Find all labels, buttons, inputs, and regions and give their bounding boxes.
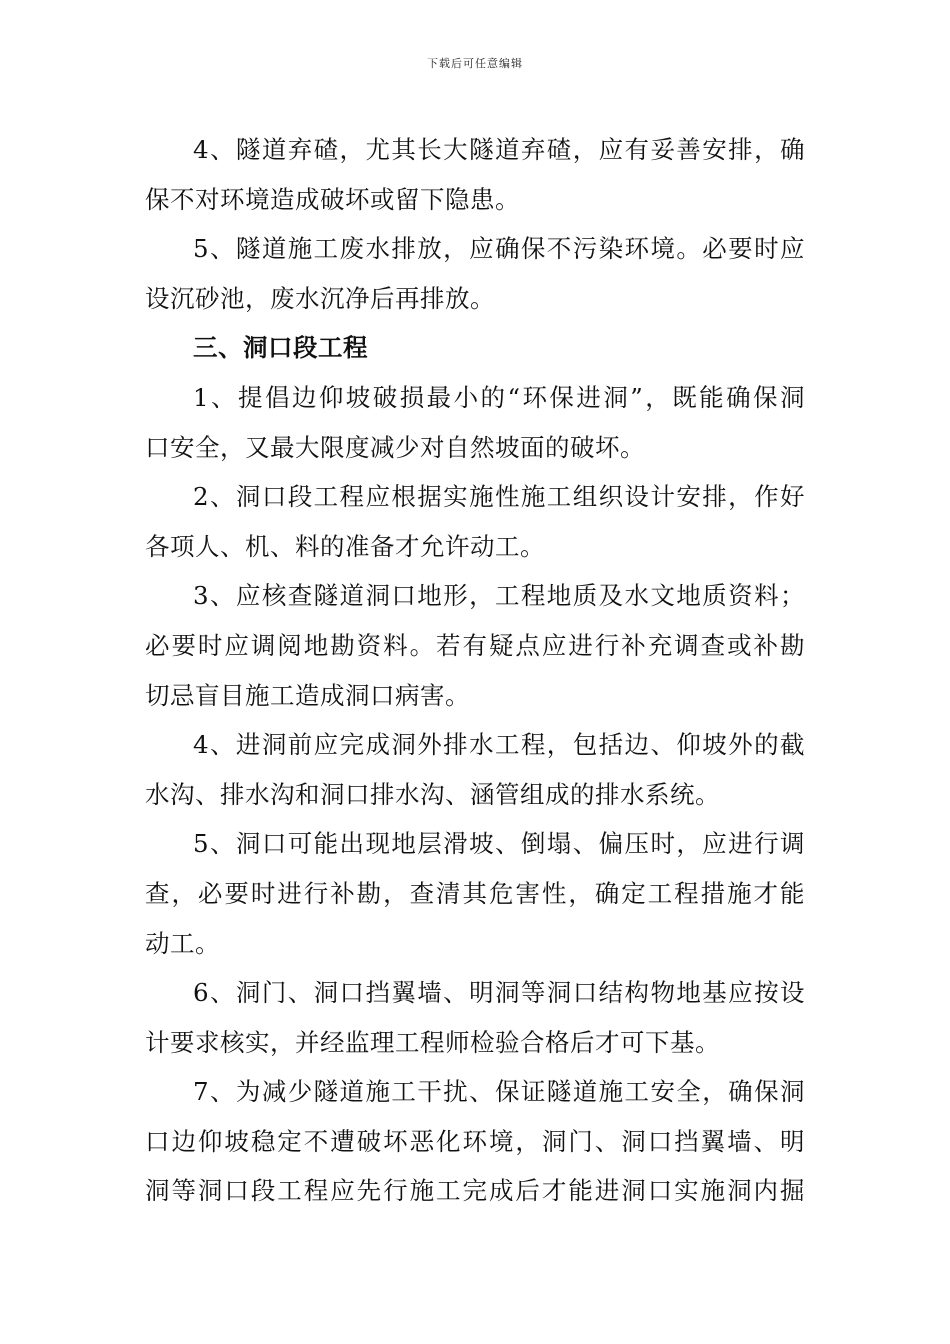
paragraph-line: 口边仰坡稳定不遭破坏恶化环境，洞门、洞口挡翼墙、明	[145, 1126, 805, 1156]
body-text	[145, 125, 805, 1216]
paragraph-line: 7、为减少隧道施工干扰、保证隧道施工安全，确保洞	[193, 1077, 805, 1107]
header-note: 下载后可任意编辑	[427, 57, 523, 70]
paragraph-line: 3、应核查隧道洞口地形，工程地质及水文地质资料；	[193, 581, 805, 611]
paragraph-line: 5、洞口可能出现地层滑坡、倒塌、偏压时，应进行调	[193, 829, 805, 859]
paragraph-line: 2、洞口段工程应根据实施性施工组织设计安排，作好	[193, 482, 805, 512]
paragraph-line: 必要时应调阅地勘资料。若有疑点应进行补充调查或补勘	[145, 630, 805, 660]
paragraph-line: 4、进洞前应完成洞外排水工程，包括边、仰坡外的截	[193, 730, 805, 760]
paragraph-line: 4、隧道弃碴，尤其长大隧道弃碴，应有妥善安排，确	[193, 135, 805, 164]
paragraph-line: 设沉砂池，废水沉净后再排放。	[145, 283, 495, 313]
paragraph-line: 计要求核实，并经监理工程师检验合格后才可下基。	[145, 1027, 720, 1057]
paragraph-line: 1、提倡边仰坡破损最小的“环保进洞”，既能确保洞	[193, 382, 805, 412]
paragraph-line: 保不对环境造成破坏或留下隐患。	[145, 184, 520, 214]
paragraph-line: 口安全，又最大限度减少对自然坡面的破坏。	[145, 432, 645, 462]
paragraph-line: 切忌盲目施工造成洞口病害。	[145, 680, 470, 710]
paragraph-line: 查，必要时进行补勘，查清其危害性，确定工程措施才能	[145, 878, 805, 908]
paragraph-line: 水沟、排水沟和洞口排水沟、涵管组成的排水系统。	[145, 779, 720, 809]
paragraph-line: 各项人、机、料的准备才允许动工。	[145, 531, 545, 561]
section-heading: 三、洞口段工程	[193, 333, 368, 363]
paragraph-line: 6、洞门、洞口挡翼墙、明洞等洞口结构物地基应按设	[193, 978, 805, 1008]
paragraph-line: 5、隧道施工废水排放，应确保不污染环境。必要时应	[193, 234, 805, 264]
paragraph-line: 洞等洞口段工程应先行施工完成后才能进洞口实施洞内掘	[145, 1176, 805, 1206]
paragraph-line: 动工。	[145, 928, 220, 958]
